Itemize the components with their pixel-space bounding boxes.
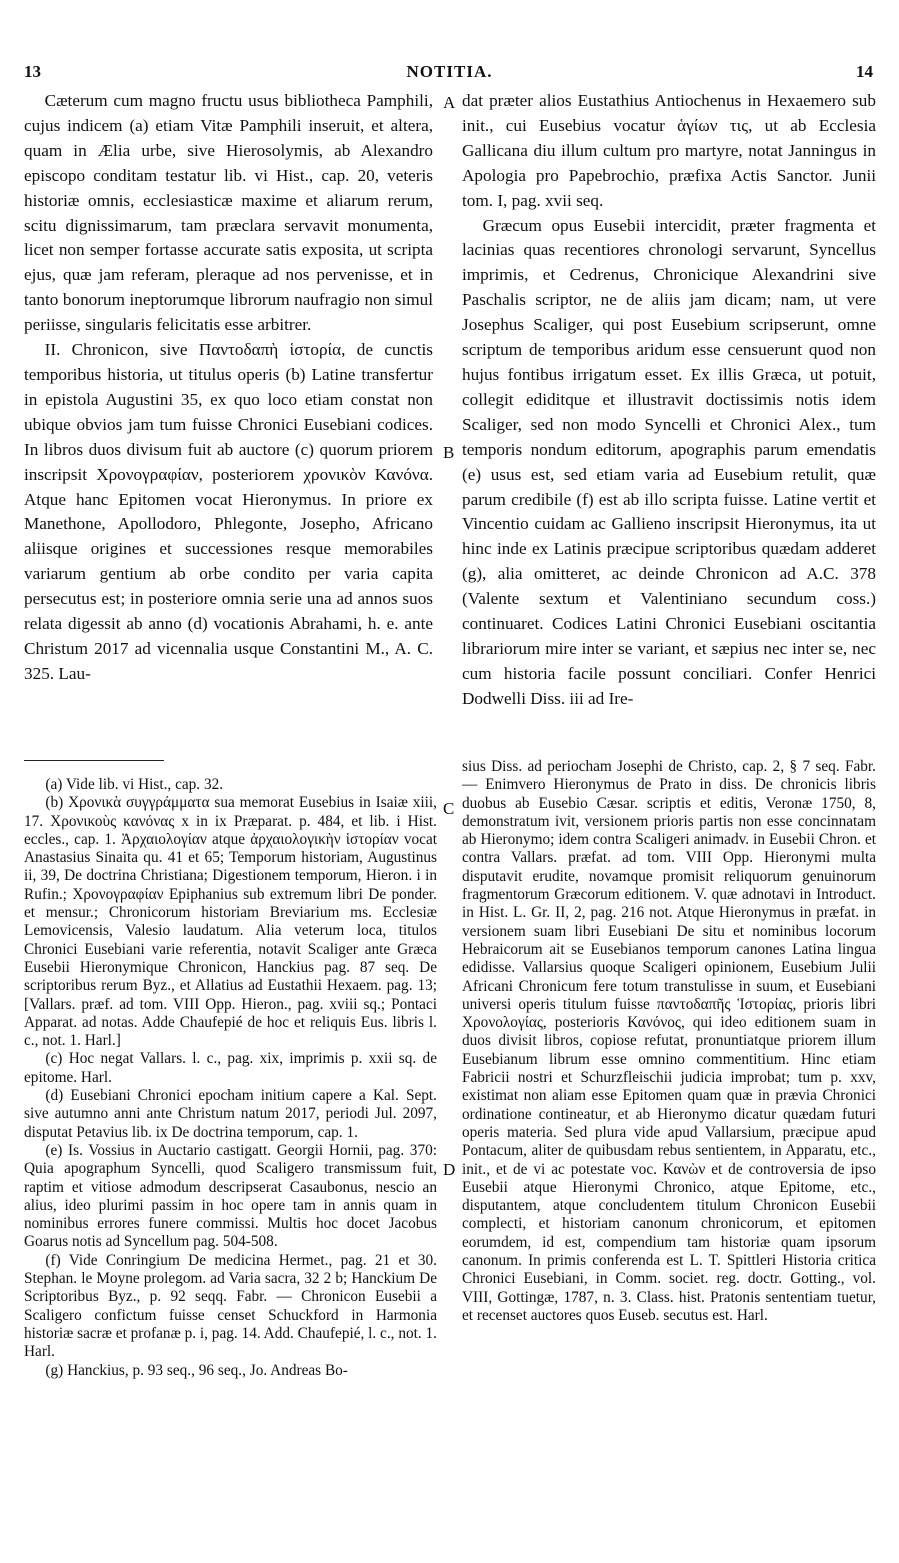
main-text-right-column	[462, 89, 876, 712]
footnotes-right-column	[462, 758, 876, 1325]
footnote: (f) Vide Conringium De medicina Hermet., pag. 21 et 30. Stephan. le Moyne prolegom. ad Varia sacra, 32 2 b; Hanckium De Scriptoribus Byz., p. 92 seqq. Fabr. — Chronicon Eusebii a Scaligero confictum fuisse censet Schuckford in Harmonia historiæ sacræ et profanæ p. i, pag. 14. Add. Chaufepié, l. c., not. 1. Harl.	[24, 1251, 437, 1361]
running-title: NOTITIA.	[406, 62, 493, 81]
footnote: (d) Eusebiani Chronici epocham initium capere a Kal. Sept. sive autumno anni ante Christum natum 2017, periodi Jul. 2097, disputat Petavius lib. ix De doctrina temporum, cap. 1.	[24, 1087, 437, 1141]
paragraph: dat præter alios Eustathius Antiochenus in Hexaemero sub init., cui Eusebius vocatur ἁγίων τις, ut ab Ecclesia Gallicana diu illum cultum pro martyre, notat Janningus in Apologia pro Papebrochio, præfixa Actis Sanctor. Junii tom. I, pag. xvii seq.	[462, 91, 876, 210]
footnote: (g) Hanckius, p. 93 seq., 96 seq., Jo. Andreas Bo-	[45, 1361, 348, 1379]
footnote: (b) Χρονικὰ συγγράμματα sua memorat Eusebius in Isaiæ xiii, 17. Χρονικοὺς κανόνας x in ix Præparat. p. 484, et lib. i Hist. eccles., cap. 1. Ἀρχαιολογίαν atque ἀρχαιολογικὴν ἱστορίαν vocat Anastasius Sinaita qu. 41 et 65; Temporum historiam, Augustinus ii, 39, De doctrina Christiana; Digestionem temporum, Hieron. i in Rufin.; Χρονογραφίαν Epiphanius sub extremum libri De ponder. et mensur.; Chronicorum historiam Breviarium ms. Ecclesiæ Lemovicensis, Valesio laudatum. Alia veterum loca, titulos Chronici Eusebiani varie referentia, notavit Scaliger ante Græca Eusebii Hieronymique Chronicon, Hanckius pag. 87 seq. De scriptoribus rerum Byz., et Allatius ad Eustathii Hexaem. pag. 13; [Vallars. præf. ad tom. VIII Opp. Hieron., pag. xviii sq.; Pontaci Apparat. ad notas. Adde Chaufepié de hoc et reliquis Eus. libris l. c., not. 1. Harl.]	[24, 794, 437, 1050]
page-number-right: 14	[856, 62, 873, 81]
page-number-left: 13	[24, 62, 41, 81]
footnote: (e) Is. Vossius in Auctario castigatt. Georgii Hornii, pag. 370: Quia apographum Syncelli, quod Scaligero transmissum fuit, raptim et vitiose admodum descripserat Casaubonus, nescio an alius, ideo plurimi passim in hoc opere tam in annis quam in nominibus errores funere commissi. Multis hoc docet Jacobus Goarus notis ad Syncellum pag. 504-508.	[24, 1141, 437, 1251]
column-marker-d: D	[443, 1160, 456, 1179]
main-text-left-column	[24, 89, 433, 687]
column-marker-a: A	[443, 93, 456, 112]
footnotes-left-column	[24, 776, 437, 1380]
footnote: (a) Vide lib. vi Hist., cap. 32.	[45, 776, 224, 793]
column-marker-b: B	[443, 443, 455, 462]
column-marker-c: C	[443, 799, 455, 818]
footnote: (c) Hoc negat Vallars. l. c., pag. xix, imprimis p. xxii sq. de epitome. Harl.	[24, 1050, 437, 1086]
paragraph: II. Chronicon, sive Παντοδαπὴ ἱστορία, de cunctis temporibus historia, ut titulus operis (b) Latine transfertur in epistola Augustini 35, ex quo loco etiam constat non ubique obvios jam tum fuisse Chronici Eusebiani codices. In libros duos divisum fuit ab auctore (c) quorum priorem inscripsit Χρονογραφίαν, posteriorem χρονικὸν Κανόνα. Atque hanc Epitomen vocat Hieronymus. In priore ex Manethone, Apollodoro, Phlegonte, Josepho, Africano aliisque origines et successiones resque memorabiles variarum gentium ab orbe condito per varia capita persecutus est; in posteriore omnia serie una ad annos suos relata digessit ab anno (d) vocationis Abrahami, h. e. ante Christum 2017 ad vicennalia usque Constantini M., A. C. 325. Lau-	[24, 340, 433, 683]
footnote-continuation: sius Diss. ad periocham Josephi de Christo, cap. 2, § 7 seq. Fabr. — Enimvero Hieronymus de Prato in diss. De chronicis libris duobus ab Eusebio Cæsar. scriptis et editis, Veronæ 1750, 8, demonstratum ivit, versionem prioris partis non esse concinnatam ab Hieronymo; idem contra Scaligeri animadv. in Eusebii Chron. et contra Vallars. præfat. ad tom. VIII Opp. Hieronymi multa disputavit erudite, novamque promisit reliquorum genuinorum fragmentorum Græcorum editionem. V. quæ adnotavi in Introduct. in Hist. L. Gr. II, 2, pag. 216 not. Atque Hieronymus in præfat. in versionem suam libri Eusebiani De situ et nominibus locorum Hebraicorum ait se Eusebianos temporum canones Latina lingua edidisse. Vallarsius quoque Scaligeri opinionem, Eusebium Julii Africani Chronicum fere totum transtulisse in suum, et Eusebiani universi operis titulum fuisse παντοδαπῆς Ἱστορίας, prioris libri Χρονολογίας, posterioris Κανόνος, qui ideo editionem suam in duos divisit libros, copiose refutat, pronuntiatque priorem illum Eusebianum librum esse omnino commentitium. Hinc etiam Fabricii nostri et Schurzfleischii judicia improbat; tum p. xxv, existimat non aliam esse Epitomen quam quæ in prævia Chronici ordinatione contineatur, et ab Hieronymo dicatur quædam futuri operis materia. Sed plura vide apud Vallarsium, præcipue apud Pontacum, aliter de quibusdam rebus sentientem, in Apparatu, etc., init., et de vi ac potestate voc. Κανὼν et de controversia de ipso Eusebii atque Hieronymi Chronico, atque Epitome, etc., disputantem, atque concludentem titulum Chronicon Eusebii complecti, et historiam canonum chronicorum, et epitomen eorumdem, id est, compendium tam historiæ quam ipsorum canonum. In primis conferenda est L. T. Spittleri Historia critica Chronici Eusebiani, in Comm. societ. reg. doctr. Gotting., vol. VIII, Gottingæ, 1787, n. 3. Class. hist. Pratonis sententiam tuetur, et recenset auctores quos Euseb. secutus est. Harl.	[462, 758, 876, 1324]
paragraph: Græcum opus Eusebii intercidit, præter fragmenta et lacinias quas recentiores chronologi servarunt, Syncellus imprimis, et Cedrenus, Chronicique Alexandrini sive Paschalis scriptor, ne de aliis jam dicam; nam, ut vere Josephus Scaliger, qui post Eusebium scripserunt, omne scriptum de temporibus aridum esse censuerunt quod non hujus fontibus irrigatum esset. Ex illis Græca, ut potuit, collegit ediditque et illustravit doctissimis notis idem Scaliger, sed non modo Syncelli et Chronici Alex., tum temporis nondum editorum, apographis parum emendatis (e) usus est, sed etiam varia ad Eusebium retulit, quæ parum credibile (f) est ab illo scripta fuisse. Latine vertit et Vincentio cuidam ac Gallieno inscripsit Hieronymus, ita ut hinc inde ex Latinis præcipue scriptoribus quædam adderet (g), alia omitteret, ac deinde Chronicon ad A.C. 378 (Valente sextum et Valentiniano secundum coss.) continuaret. Codices Latini Chronici Eusebiani oscitantia librariorum mire inter se variant, et sæpius nec inter se, nec cum historia facile possunt conciliari. Confer Henrici Dodwelli Diss. iii ad Ire-	[462, 215, 876, 708]
paragraph: Cæterum cum magno fructu usus bibliotheca Pamphili, cujus indicem (a) etiam Vitæ Pamphili inseruit, et altera, quam in Ælia urbe, sive Hierosolymis, ab Alexandro episcopo conditam testatur lib. vi Hist., cap. 20, veteris historiæ omnis, ecclesiasticæ maxime et aliarum rerum, scitu dignissimarum, tam præclara servavit monumenta, licet non semper fortasse accurate satis exposita, ut scripta ejus, quæ jam referam, pleraque ad nos pervenisse, et in tanto bonorum ineptorumque librorum naufragio non simul periisse, singularis felicitatis esse arbitrer.	[24, 91, 433, 335]
footnote-rule	[24, 760, 164, 761]
